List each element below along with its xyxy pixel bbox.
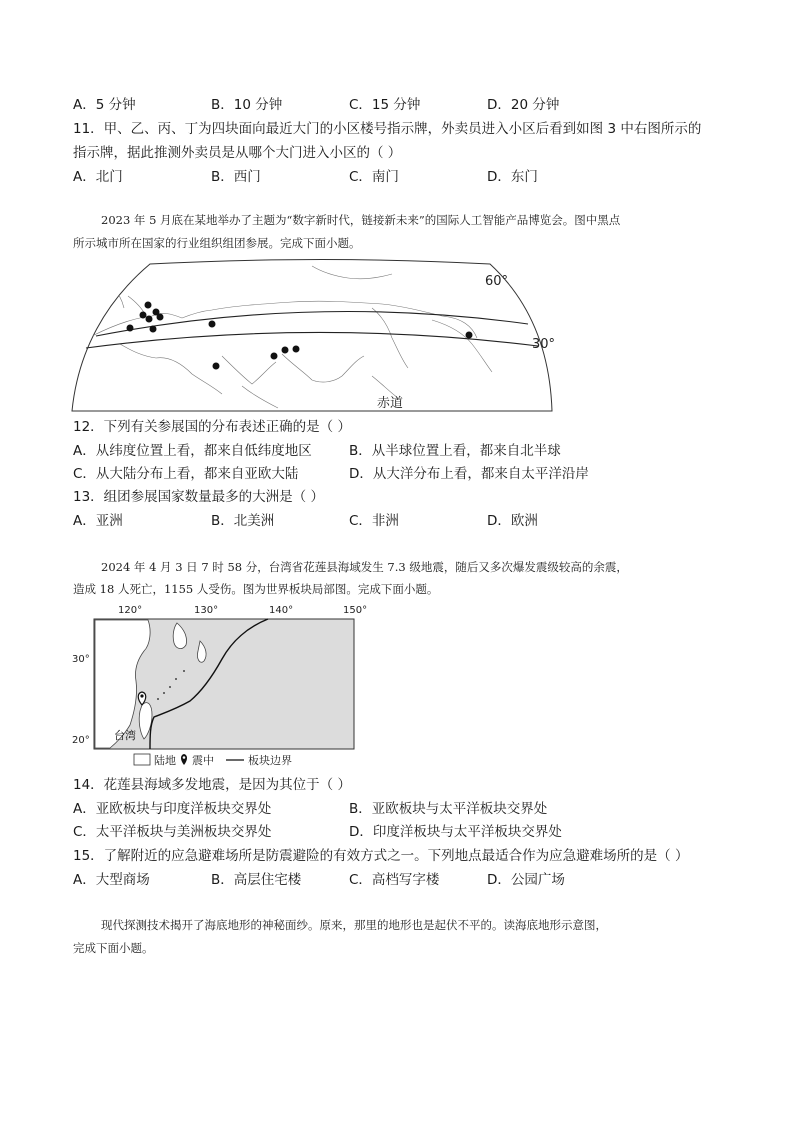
- q15-option-a: A．大型商场: [73, 872, 150, 888]
- passage2-line1: 2024 年 4 月 3 日 7 时 58 分，台湾省花莲县海域发生 7.3 级地震，随后又多次爆发震级较高的余震，: [101, 560, 628, 574]
- q11-stem-line1: 11．甲、乙、丙、丁为四块面向最近大门的小区楼号指示牌，外卖员进入小区后看到如图 3 中右图所示的: [73, 121, 702, 137]
- q14-stem: 14．花莲县海域多发地震，是因为其位于（ ）: [73, 777, 351, 793]
- lon-130-label: 130°: [194, 605, 219, 616]
- q13-option-c: C．非洲: [349, 513, 399, 529]
- city-dot: [145, 302, 152, 309]
- passage3-line1: 现代探测技术揭开了海底地形的神秘面纱。原来，那里的地形也是起伏不平的。读海底地形示意图，: [101, 918, 607, 932]
- q10-option-d: D．20 分钟: [487, 97, 560, 113]
- q11-stem-line2: 指示牌，据此推测外卖员是从哪个大门进入小区的（ ）: [73, 145, 402, 161]
- q12-stem: 12．下列有关参展国的分布表述正确的是（ ）: [73, 419, 351, 435]
- city-dot: [293, 346, 300, 353]
- exhibitor-world-map: [72, 256, 554, 412]
- islet: [175, 678, 177, 680]
- lat-60-label: 60°: [485, 274, 509, 289]
- q15-option-b: B．高层住宅楼: [211, 872, 302, 888]
- q12-option-d: D．从大洋分布上看，都来自太平洋沿岸: [349, 466, 589, 482]
- land-legend-swatch: [134, 754, 150, 765]
- map-legend: [134, 753, 292, 767]
- city-dot: [209, 321, 216, 328]
- legend-land-label: 陆地: [154, 754, 176, 767]
- passage2-line2: 造成 18 人死亡，1155 人受伤。图为世界板块局部图。完成下面小题。: [73, 582, 439, 596]
- passage3-line2: 完成下面小题。: [73, 941, 154, 955]
- q13-option-a: A．亚洲: [73, 513, 123, 529]
- q11-option-d: D．东门: [487, 169, 538, 185]
- q11-option-c: C．南门: [349, 169, 399, 185]
- islet: [183, 670, 185, 672]
- q14-option-b: B．亚欧板块与太平洋板块交界处: [349, 801, 548, 817]
- city-dot: [150, 326, 157, 333]
- lat-20-tick-label: 20°: [72, 735, 90, 746]
- q13-stem: 13．组团参展国家数量最多的大洲是（ ）: [73, 489, 324, 505]
- q14-option-c: C．太平洋板块与美洲板块交界处: [73, 824, 272, 840]
- legend-epicenter-label: 震中: [192, 754, 214, 767]
- islet: [169, 686, 171, 688]
- plate-boundary-map: [72, 601, 368, 771]
- city-dot: [466, 332, 473, 339]
- legend-boundary-label: 板块边界: [248, 754, 292, 767]
- legend-epicenter-icon: [181, 754, 187, 765]
- q12-option-c: C．从大陆分布上看，都来自亚欧大陆: [73, 466, 299, 482]
- city-dot: [127, 325, 134, 332]
- city-dot: [282, 347, 289, 354]
- q15-stem: 15．了解附近的应急避难场所是防震避险的有效方式之一。下列地点最适合作为应急避难场所的是（ ）: [73, 848, 689, 864]
- city-dot: [140, 312, 147, 319]
- q12-option-a: A．从纬度位置上看，都来自低纬度地区: [73, 443, 312, 459]
- q13-option-b: B．北美洲: [211, 513, 275, 529]
- q15-option-d: D．公园广场: [487, 872, 565, 888]
- passage1-line2: 所示城市所在国家的行业组织组团参展。完成下面小题。: [73, 236, 361, 250]
- q14-option-a: A．亚欧板块与印度洋板块交界处: [73, 801, 272, 817]
- lat-30-tick-label: 30°: [72, 654, 90, 665]
- taiwan-label: 台湾: [114, 729, 136, 742]
- q11-option-b: B．西门: [211, 169, 261, 185]
- q10-option-c: C．15 分钟: [349, 97, 421, 113]
- q13-option-d: D．欧洲: [487, 513, 538, 529]
- city-dot: [271, 353, 278, 360]
- q10-option-a: A．5 分钟: [73, 97, 136, 113]
- equator-label: 赤道: [377, 396, 404, 411]
- lat-30-label: 30°: [532, 337, 556, 352]
- islet: [163, 692, 165, 694]
- q12-option-b: B．从半球位置上看，都来自北半球: [349, 443, 561, 459]
- city-dot: [213, 363, 220, 370]
- q15-option-c: C．高档写字楼: [349, 872, 440, 888]
- passage1-line1: 2023 年 5 月底在某地举办了主题为“数字新时代，链接新未来”的国际人工智能产品博览会。图中黑点: [101, 213, 621, 227]
- q14-option-d: D．印度洋板块与太平洋板块交界处: [349, 824, 562, 840]
- lon-140-label: 140°: [269, 605, 294, 616]
- city-dot: [146, 316, 153, 323]
- q11-option-a: A．北门: [73, 169, 123, 185]
- city-dot: [157, 314, 164, 321]
- islet: [157, 698, 159, 700]
- lon-120-label: 120°: [118, 605, 143, 616]
- lon-150-label: 150°: [343, 605, 368, 616]
- q10-option-b: B．10 分钟: [211, 97, 283, 113]
